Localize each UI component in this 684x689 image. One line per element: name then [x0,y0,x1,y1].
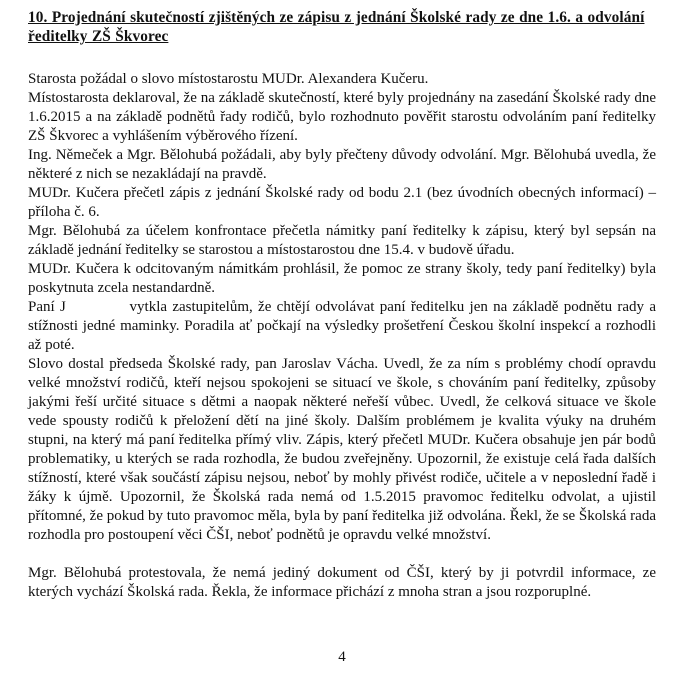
section-heading: 10. Projednání skutečností zjištěných ze zápisu z jednání Školské rady ze dne 1.6. a odvolání ředitelky ZŠ Škvorec [28,9,645,45]
paragraph: MUDr. Kučera k odcitovaným námitkám prohlásil, že pomoc ze strany školy, tedy paní ředitelky) byla poskytnuta zcela nestandardně. [28,261,656,296]
paragraph: Mgr. Bělohubá protestovala, že nemá jediný dokument od ČŠI, který by ji potvrdil informace, ze kterých vychází Školská rada. Řekla, že informace přichází z mnoha stran a jsou rozporuplné. [28,565,656,600]
paragraph: Místostarosta deklaroval, že na základě skutečností, které byly projednány na zasedání Školské rady dne 1.6.2015 a na základě podnětů řady rodičů, bylo rozhodnuto pověřit starostu odvoláním paní ředitelky ZŠ Škvorec a vyhlášením výběrového řízení. [28,90,656,144]
page-number: 4 [338,649,346,665]
paragraph: Paní J vytkla zastupitelům, že chtějí odvolávat paní ředitelku jen na základě podnětu rady a stížnosti jedné maminky. Poradila ať počkají na výsledky prošetření Českou školní inspekcí a rozhodli až poté. [28,299,660,353]
paragraph: Mgr. Bělohubá za účelem konfrontace přečetla námitky paní ředitelky k zápisu, který byl sepsán na základě jednání ředitelky se starostou a místostarostou dne 15.4. v budově úřadu. [28,223,656,258]
paragraph: Ing. Němeček a Mgr. Bělohubá požádali, aby byly přečteny důvody odvolání. Mgr. Bělohubá uvedla, že některé z nich se nezakládají na pravdě. [28,147,656,182]
paragraph: Slovo dostal předseda Školské rady, pan Jaroslav Vácha. Uvedl, že za ním s problémy chodí opravdu velké množství rodičů, kteří nejsou spokojeni se situací ve škole, s chováním paní ředitelky, způsoby jakými řeší určité situace s dětmi a naopak některé neřeší vůbec. Uvedl, že celková situace ve škole vede spousty rodičů k přeložení dětí na jiné školy. Dalším problémem je kvalita výuky na druhém stupni, na který má paní ředitelka přímý vliv. Zápis, který přečetl MUDr. Kučera obsahuje jen pár bodů problematiky, u kterých se rada rozhodla, že budou zveřejněny. Upozornil, že existuje celá řada dalších stížností, které však součástí zápisu nejsou, neboť by mohly přivést rodiče, učitele a v neposlední řadě i žáky k újmě. Upozornil, že Školská rada nemá od 1.5.2015 pravomoc ředitelku odvolat, a ujistil přítomné, že pokud by tuto pravomoc měla, byla by paní ředitelka již odvolána. Řekl, že se Školská rada rozhodla pro postoupení věci ČŠI, neboť podnětů je opravdu velké množství. [28,356,656,543]
paragraph: Starosta požádal o slovo místostarostu MUDr. Alexandera Kučeru. [28,71,429,87]
paragraph: MUDr. Kučera přečetl zápis z jednání Školské rady od bodu 2.1 (bez úvodních obecných informací) – příloha č. 6. [28,185,656,220]
document-body [28,70,660,602]
